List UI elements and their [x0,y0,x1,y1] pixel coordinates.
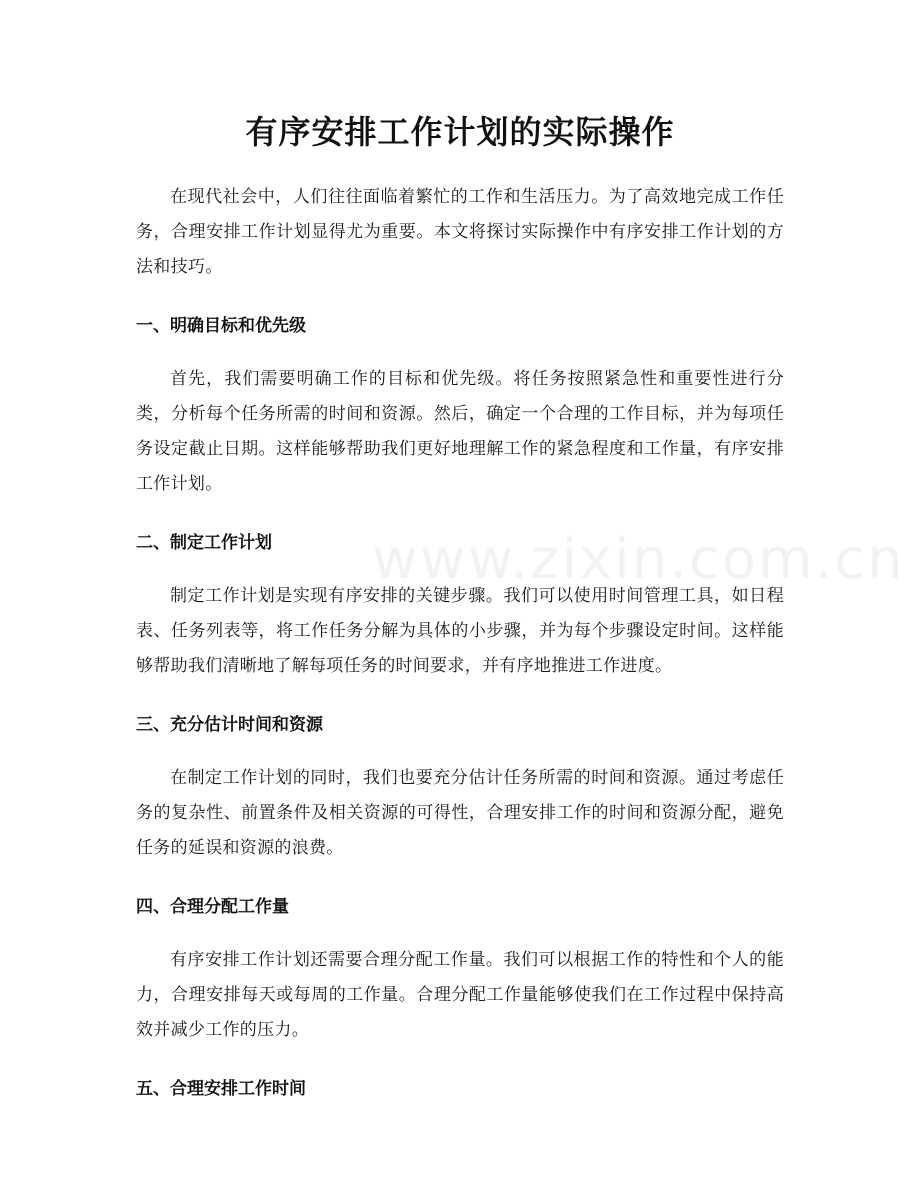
section-heading: 三、充分估计时间和资源 [136,715,323,735]
section-3 [136,708,784,866]
section-paragraph: 有序安排工作计划还需要合理分配工作量。我们可以根据工作的特性和个人的能力，合理安排每天或每周的工作量。合理分配工作量能够使我们在工作过程中保持高效并减少工作的压力。 [136,950,784,1040]
section-2 [136,526,784,684]
section-1 [136,309,784,502]
section-4 [136,890,784,1048]
document-body [136,180,784,1107]
section-heading: 一、明确目标和优先级 [136,316,306,336]
section-paragraph: 制定工作计划是实现有序安排的关键步骤。我们可以使用时间管理工具，如日程表、任务列表等，将工作任务分解为具体的小步骤，并为每个步骤设定时间。这样能够帮助我们清晰地了解每项任务的时间要求，并有序地推进工作进度。 [136,586,784,676]
intro-paragraph: 在现代社会中，人们往往面临着繁忙的工作和生活压力。为了高效地完成工作任务，合理安排工作计划显得尤为重要。本文将探讨实际操作中有序安排工作计划的方法和技巧。 [136,187,784,277]
section-heading: 四、合理分配工作量 [136,897,289,917]
section-heading: 二、制定工作计划 [136,533,272,553]
watermark: www.zixin.com.cn [372,527,905,592]
section-paragraph: 首先，我们需要明确工作的目标和优先级。将任务按照紧急性和重要性进行分类，分析每个任务所需的时间和资源。然后，确定一个合理的工作目标，并为每项任务设定截止日期。这样能够帮助我们更好地理解工作的紧急程度和工作量，有序安排工作计划。 [136,369,784,494]
section-paragraph: 在制定工作计划的同时，我们也要充分估计任务所需的时间和资源。通过考虑任务的复杂性、前置条件及相关资源的可得性，合理安排工作的时间和资源分配，避免任务的延误和资源的浪费。 [136,768,784,858]
document-title: 有序安排工作计划的实际操作 [245,113,675,151]
section-heading: 五、合理安排工作时间 [136,1079,306,1099]
section-5 [136,1072,784,1107]
